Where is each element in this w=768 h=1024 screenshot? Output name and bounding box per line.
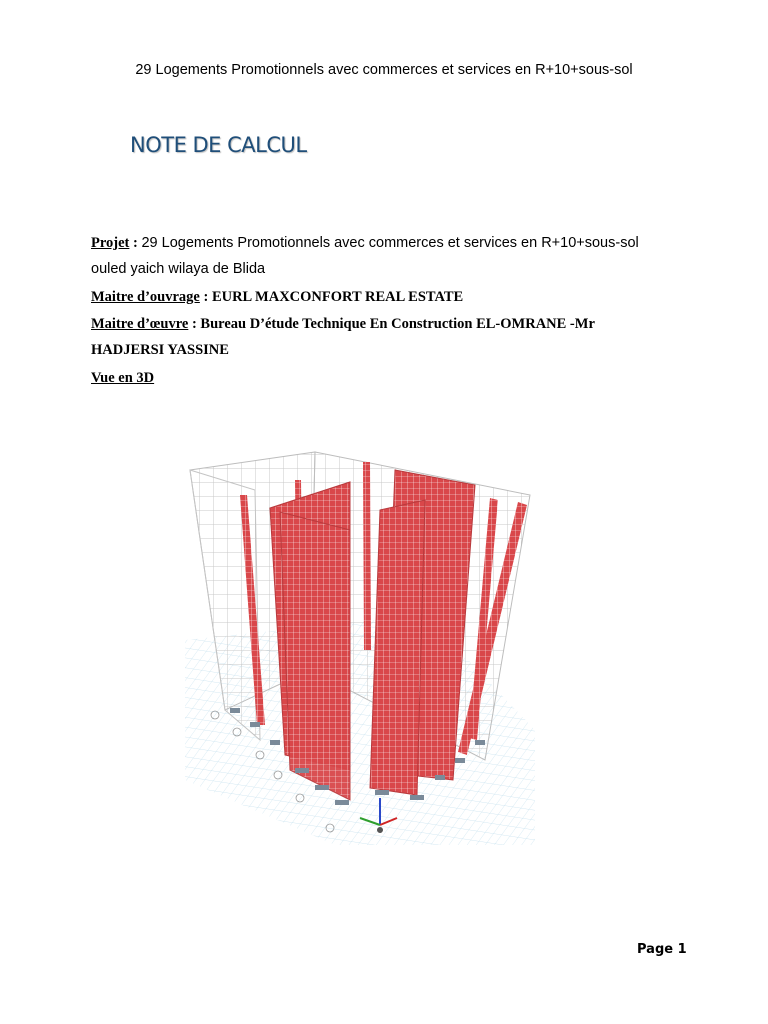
projet-value: 29 Logements Promotionnels avec commerces et services en R+10+sous-sol [141, 235, 639, 251]
maitre-oeuvre-line [91, 310, 691, 337]
vue-3d-label: Vue en 3D [91, 370, 155, 386]
shear-wall-front-left [280, 512, 350, 800]
maitre-oeuvre-label: Maitre d’œuvre [91, 316, 189, 332]
projet-value-continued: ouled yaich wilaya de Blida [91, 261, 266, 277]
header-title-part: 9 Logements Promotionnels avec commerces et services en R+10+sous-sol [143, 62, 633, 78]
projet-label: Projet [91, 235, 130, 251]
maitre-ouvrage-label: Maitre d’ouvrage [91, 289, 200, 305]
projet-separator: : [129, 235, 142, 251]
maitre-ouvrage-line [91, 283, 691, 310]
maitre-oeuvre-value: : Bureau D’étude Technique En Construction EL-OMRANE -Mr [188, 316, 595, 332]
maitre-oeuvre-value-continued: HADJERSI YASSINE [91, 342, 229, 358]
vue-line [91, 364, 691, 391]
project-info [91, 229, 691, 391]
projet-line [91, 229, 691, 256]
wall-strip [363, 462, 371, 650]
page-number: Page 1 [637, 942, 687, 957]
maitre-ouvrage-value: : EURL MAXCONFORT REAL ESTATE [199, 289, 464, 305]
building-3d-model-image [185, 440, 535, 845]
document-title: NOTE DE CALCUL [130, 133, 307, 157]
header-title-part: 2 [135, 62, 144, 78]
header-title [0, 62, 768, 78]
